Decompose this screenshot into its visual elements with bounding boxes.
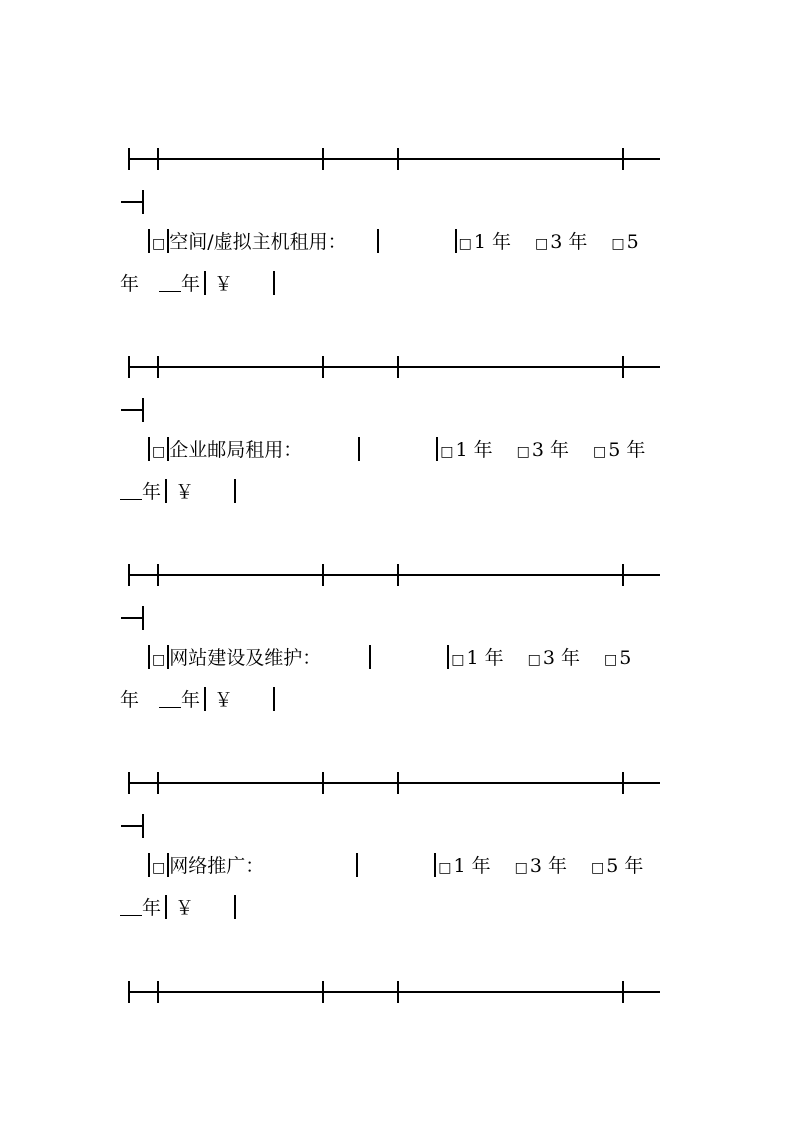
- cell-border: [273, 687, 275, 711]
- option-3-year: 3 年: [529, 855, 567, 877]
- option-5-year: 5 年: [606, 855, 644, 877]
- checkbox-icon[interactable]: □: [611, 236, 625, 252]
- cell-border: [273, 271, 275, 295]
- checkbox-icon[interactable]: □: [514, 860, 528, 876]
- table-corner: [115, 395, 155, 425]
- option-1-year: 1 年: [473, 231, 512, 253]
- cell-border: [165, 895, 167, 919]
- table-rule-line: [0, 563, 794, 587]
- option-5-year: 5 年: [608, 439, 646, 461]
- custom-years-blank[interactable]: [120, 897, 142, 916]
- currency-symbol: ￥: [175, 481, 195, 503]
- service-row-hosting: [148, 229, 639, 257]
- option-5-year: 5: [619, 647, 632, 669]
- year-unit: 年: [120, 273, 140, 295]
- service-row-marketing-cont: [120, 895, 236, 921]
- service-row-hosting-cont: [120, 271, 275, 297]
- checkbox-icon[interactable]: □: [152, 444, 166, 460]
- option-3-year: 3 年: [550, 231, 588, 253]
- option-5-year: 5: [626, 231, 639, 253]
- checkbox-icon[interactable]: □: [535, 236, 549, 252]
- checkbox-icon[interactable]: □: [438, 860, 452, 876]
- service-label: 空间/虚拟主机租用：: [169, 231, 347, 253]
- service-label: 网络推广：: [169, 855, 265, 877]
- service-row-website: [148, 645, 631, 673]
- checkbox-icon[interactable]: □: [593, 444, 607, 460]
- custom-years-blank[interactable]: [159, 689, 181, 708]
- service-row-marketing: [148, 853, 643, 881]
- year-unit: 年: [120, 689, 140, 711]
- currency-symbol: ￥: [175, 897, 195, 919]
- checkbox-icon[interactable]: □: [591, 860, 605, 876]
- option-1-year: 1 年: [455, 439, 493, 461]
- year-unit: 年: [181, 689, 201, 711]
- service-row-mail-cont: [120, 479, 236, 505]
- cell-border: [148, 853, 150, 877]
- checkbox-icon[interactable]: □: [451, 652, 465, 668]
- checkbox-icon[interactable]: □: [458, 236, 472, 252]
- cell-border: [356, 853, 358, 877]
- table-corner: [115, 603, 155, 633]
- cell-border: [234, 895, 236, 919]
- custom-years-blank[interactable]: [120, 481, 142, 500]
- cell-border: [369, 645, 371, 669]
- cell-border: [455, 229, 457, 253]
- cell-border: [358, 437, 360, 461]
- checkbox-icon[interactable]: □: [152, 860, 166, 876]
- table-rule-line: [0, 355, 794, 379]
- cell-border: [148, 437, 150, 461]
- table-rule-line: [0, 771, 794, 795]
- checkbox-icon[interactable]: □: [152, 652, 166, 668]
- cell-border: [377, 229, 379, 253]
- cell-border: [436, 437, 438, 461]
- cell-border: [434, 853, 436, 877]
- cell-border: [234, 479, 236, 503]
- cell-border: [165, 479, 167, 503]
- option-1-year: 1 年: [453, 855, 491, 877]
- year-unit: 年: [181, 273, 201, 295]
- option-3-year: 3 年: [531, 439, 569, 461]
- currency-symbol: ￥: [214, 689, 234, 711]
- option-3-year: 3 年: [542, 647, 580, 669]
- year-unit: 年: [142, 897, 162, 919]
- checkbox-icon[interactable]: □: [604, 652, 618, 668]
- checkbox-icon[interactable]: □: [516, 444, 530, 460]
- table-corner: [115, 811, 155, 841]
- checkbox-icon[interactable]: □: [440, 444, 454, 460]
- cell-border: [148, 229, 150, 253]
- option-1-year: 1 年: [466, 647, 504, 669]
- year-unit: 年: [142, 481, 162, 503]
- cell-border: [204, 687, 206, 711]
- table-rule-line: [0, 980, 794, 1004]
- currency-symbol: ￥: [214, 273, 234, 295]
- service-row-mail: [148, 437, 645, 465]
- checkbox-icon[interactable]: □: [152, 236, 166, 252]
- service-label: 企业邮局租用：: [169, 439, 303, 461]
- custom-years-blank[interactable]: [159, 273, 181, 292]
- cell-border: [447, 645, 449, 669]
- table-rule-line: [0, 147, 794, 171]
- service-row-website-cont: [120, 687, 275, 713]
- checkbox-icon[interactable]: □: [527, 652, 541, 668]
- cell-border: [204, 271, 206, 295]
- cell-border: [148, 645, 150, 669]
- service-label: 网站建设及维护：: [169, 647, 322, 669]
- table-corner: [115, 187, 155, 217]
